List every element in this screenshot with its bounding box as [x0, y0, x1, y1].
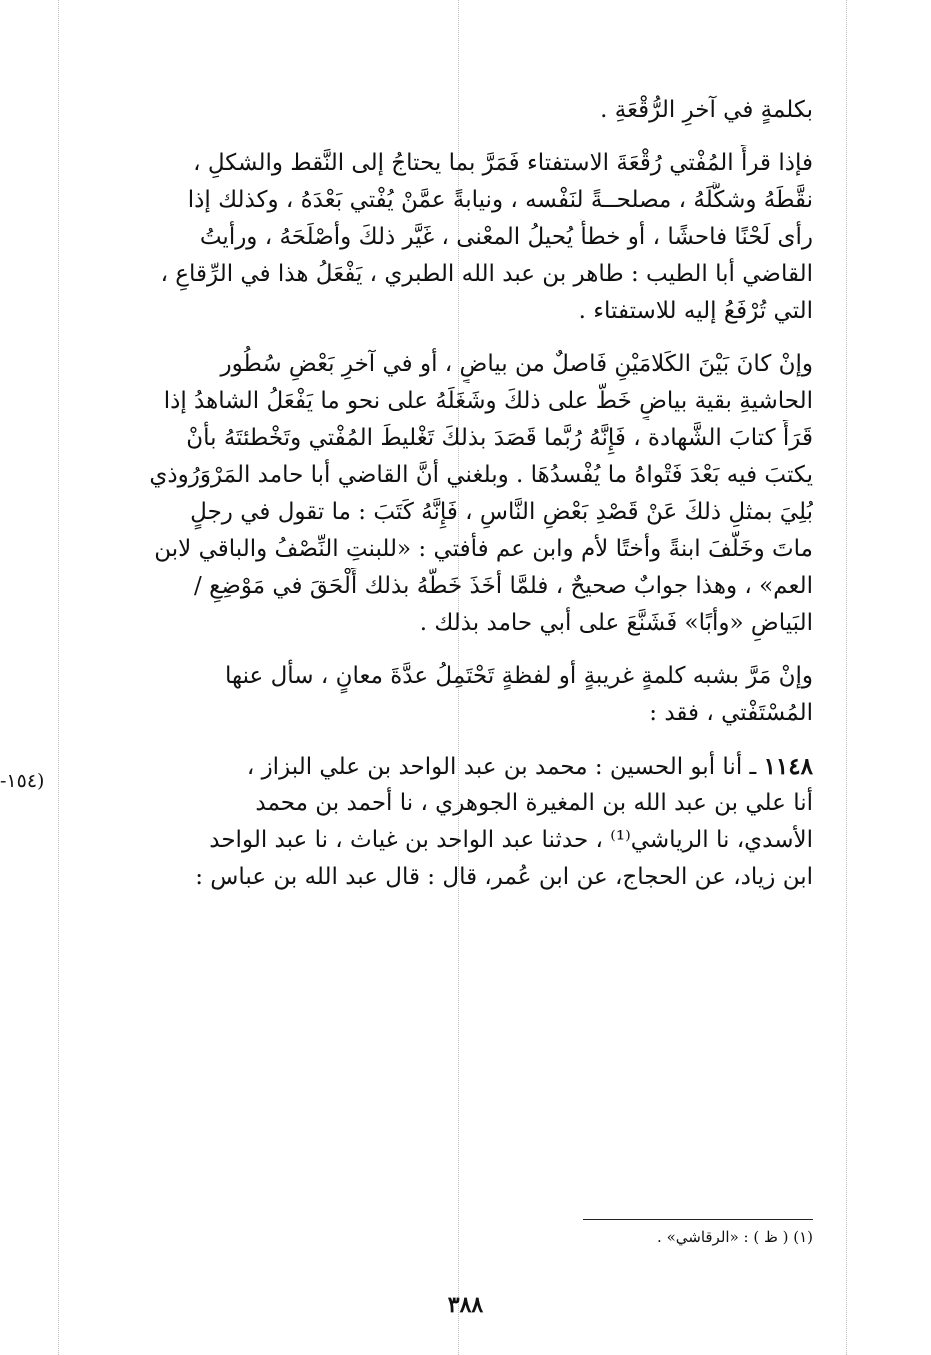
text-line: نقَّطَهُ وشكَّلَهُ ، مصلحــةً لنَفْسه ، ونيابةً عمَّنْ يُفْتي بَعْدَهُ ، وكذلك إذا: [187, 187, 813, 213]
paragraph: [78, 658, 813, 732]
text-line: فإذا قرأَ المُفْتي رُقْعَةَ الاستفتاء فَمَرَّ بما يحتاجُ إلى النَّقط والشكلِ ،: [193, 150, 813, 176]
text-line: وإنْ مَرَّ بشبه كلمةٍ غريبةٍ أو لفظةٍ تَحْتَمِلُ عدَّةَ معانٍ ، سأل عنها: [225, 663, 813, 689]
text-line: ابن زياد، عن الحجاج، عن ابن عُمر، قال : قال عبد الله بن عباس :: [195, 864, 813, 890]
scan-guide-line: [58, 0, 59, 1355]
text-line: بُلِيَ بمثلِ ذلكَ عَنْ قَصْدِ بَعْضِ النَّاسِ ، فَإِنَّهُ كَتَبَ : ما تقول في رجلٍ: [190, 499, 813, 525]
footnote: (١) ( ظ ) : «الرقاشي» .: [657, 1228, 813, 1246]
text-line: الحاشيةِ بقية بياضٍ خَطَّ على ذلكَ وشَغَلَهُ على نحو ما يَفْعَلُ الشاهدُ إذا: [163, 388, 813, 414]
scan-guide-line: [846, 0, 847, 1355]
paragraph: [78, 92, 813, 129]
text-line: الأسدي، نا الرياشي⁽¹⁾ ، حدثنا عبد الواحد بن غياث ، نا عبد الواحد: [209, 827, 813, 853]
paragraph: [78, 346, 813, 642]
text-line: بكلمةٍ في آخرِ الرُّقْعَةِ .: [600, 97, 813, 123]
text-line: المُسْتَفْتي ، فقد :: [649, 700, 813, 726]
text-line: البَياضِ «وأبًا» فَشَنَّعَ على أبي حامد بذلك .: [419, 610, 813, 636]
text-line: وإنْ كانَ بَيْنَ الكَلامَيْنِ فَاصلٌ من بياضٍ ، أو في آخرِ بَعْضِ سُطُور: [220, 351, 813, 377]
text-line: رأى لَحْنًا فاحشًا ، أو خطأً يُحيلُ المعْنى ، غَيَّر ذلكَ وأصْلَحَهُ ، ورأيتُ: [199, 224, 813, 250]
text-line: العم» ، وهذا جوابٌ صحيحٌ ، فلمَّا أخَذَ خَطَّهُ بذلك أَلْحَقَ في مَوْضِعِ /: [194, 573, 813, 599]
footnote-divider: [583, 1219, 813, 1220]
paragraph: [78, 145, 813, 330]
page-number: ٣٨٨: [447, 1292, 484, 1318]
hadith-number: ١١٤٨: [763, 753, 813, 780]
text-line: يكتبَ فيه بَعْدَ فَتْواهُ ما يُفْسدُهَا . وبلغني أنَّ القاضي أبا حامد المَرْوَرُوذي: [149, 462, 813, 488]
hadith-entry: [78, 748, 813, 896]
text-line: القاضي أبا الطيب : طاهر بن عبد الله الطبري ، يَفْعَلُ هذا في الرِّقاعِ ،: [160, 261, 813, 287]
text-line: أنا علي بن عبد الله بن المغيرة الجوهري ، نا أحمد بن محمد: [255, 790, 813, 816]
hadith-text: ـ أنا أبو الحسين : محمد بن عبد الواحد بن علي البزاز ،: [246, 754, 757, 780]
text-line: ماتَ وخَلَّفَ ابنةً وأختًا لأم وابن عم فأفتي : «للبنتِ النِّصْفُ والباقي لابن: [154, 536, 813, 562]
text-line: قَرَأَ كتابَ الشَّهادة ، فَإِنَّهُ رُبَّما قَصَدَ بذلكَ تَغْليطَ المُفْتي وتَخْطئتَهُ بأنْ: [186, 425, 813, 451]
text-line: التي تُرْفَعُ إليه للاستفتاء .: [578, 298, 813, 324]
margin-reference: (١٥٤-: [0, 770, 45, 792]
text-line: [78, 748, 813, 785]
page-body: [78, 92, 813, 896]
